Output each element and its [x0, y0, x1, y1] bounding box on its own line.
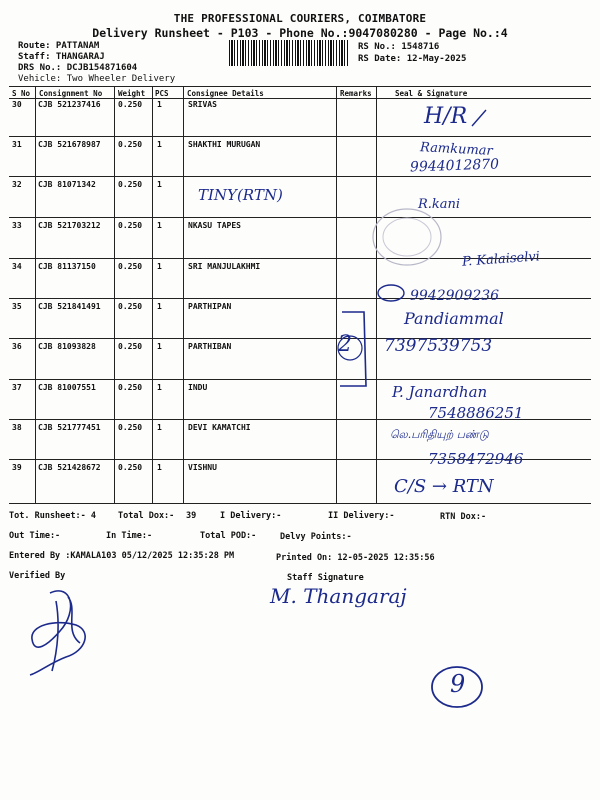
handwriting-row37-name: P. Janardhan [392, 383, 488, 401]
handwriting-row30: H/R [424, 104, 468, 129]
cell-consignee: NKASU TAPES [188, 221, 241, 230]
cell-pcs: 1 [157, 221, 162, 230]
cell-weight: 0.250 [118, 140, 143, 149]
col-divider [336, 86, 337, 503]
handwriting-row32-signature: R.kani [418, 197, 461, 212]
printed-on: Printed On: 12-05-2025 12:35:56 [276, 553, 435, 563]
runsheet-subtitle: Delivery Runsheet - P103 - Phone No.:9047080280 - Page No.:4 [92, 26, 508, 40]
cell-sno: 30 [12, 100, 22, 109]
cell-consignment-no: CJB 521777451 [38, 423, 101, 432]
cell-pcs: 1 [157, 262, 162, 271]
handwriting-row36-phone: 7397539753 [384, 336, 493, 356]
col-divider [35, 86, 36, 503]
i-delivery: I Delivery:- [220, 511, 282, 521]
row-divider [9, 136, 591, 137]
col-header-pcs: PCS [155, 89, 169, 98]
col-header-consignment: Consignment No [39, 89, 103, 98]
handwriting-row32-consignee: TINY(RTN) [198, 186, 283, 204]
row-divider [9, 379, 591, 380]
cell-pcs: 1 [157, 383, 162, 392]
row-divider [9, 338, 591, 339]
cell-pcs: 1 [157, 140, 162, 149]
cell-consignee: INDU [188, 383, 208, 392]
cell-sno: 37 [12, 383, 22, 392]
total-dox-label: Total Dox:- [118, 511, 175, 521]
route: Route: PATTANAM [18, 41, 100, 51]
vehicle: Vehicle: Two Wheeler Delivery [18, 74, 176, 84]
cell-sno: 39 [12, 463, 22, 472]
out-time: Out Time:- [9, 531, 61, 541]
col-header-seal: Seal & Signature [395, 89, 468, 98]
cell-consignee: SHAKTHI MURUGAN [188, 140, 261, 149]
row35-circle-mark [376, 283, 406, 303]
cell-weight: 0.250 [118, 180, 143, 189]
total-dox-value: 39 [186, 511, 197, 521]
table-top-border [9, 86, 591, 87]
handwriting-row38-phone: 7358472946 [428, 450, 524, 468]
row30-signature-underline [470, 108, 490, 128]
col-divider [183, 86, 184, 503]
cell-sno: 38 [12, 423, 22, 432]
cell-consignment-no: CJB 521237416 [38, 100, 101, 109]
row-divider [9, 217, 591, 218]
cell-pcs: 1 [157, 180, 162, 189]
barcode [229, 40, 349, 66]
cell-pcs: 1 [157, 463, 162, 472]
cell-consignment-no: CJB 521703212 [38, 221, 101, 230]
cell-weight: 0.250 [118, 463, 143, 472]
handwriting-row38-name: லெ.பரிதியுற் பண்டு [390, 428, 489, 441]
cell-sno: 33 [12, 221, 22, 230]
cell-consignee: SRIVAS [188, 100, 217, 109]
cell-sno: 31 [12, 140, 22, 149]
col-header-weight: Weight [118, 89, 146, 98]
rtn-dox: RTN Dox:- [440, 512, 487, 522]
col-header-remarks: Remarks [340, 89, 372, 98]
remarks-bracket [334, 308, 374, 390]
cell-pcs: 1 [157, 302, 162, 311]
handwriting-row37-phone: 7548886251 [428, 404, 524, 422]
staff: Staff: THANGARAJ [18, 52, 105, 62]
cell-weight: 0.250 [118, 221, 143, 230]
staff-signature-label: Staff Signature [287, 573, 364, 583]
cell-weight: 0.250 [118, 383, 143, 392]
col-divider [114, 86, 115, 503]
cell-consignment-no: CJB 81071342 [38, 180, 96, 189]
rs-date: RS Date: 12-May-2025 [358, 54, 467, 64]
drs-number: DRS No.: DCJB154871604 [18, 63, 138, 73]
cell-weight: 0.250 [118, 262, 143, 271]
delvy-points: Delvy Points:- [280, 532, 352, 542]
cell-weight: 0.250 [118, 423, 143, 432]
cell-consignment-no: CJB 81093828 [38, 342, 96, 351]
company-title: THE PROFESSIONAL COURIERS, COIMBATORE [173, 12, 427, 25]
row-divider [9, 298, 591, 299]
cell-pcs: 1 [157, 423, 162, 432]
row-divider [9, 176, 591, 177]
tot-runsheet: Tot. Runsheet:- 4 [9, 511, 96, 521]
rs-number: RS No.: 1548716 [358, 42, 440, 52]
cell-weight: 0.250 [118, 302, 143, 311]
stamp-mark [370, 205, 444, 269]
handwriting-row31-phone: 9944012870 [409, 156, 500, 176]
total-pod: Total POD:- [200, 531, 257, 541]
entered-by: Entered By :KAMALA103 05/12/2025 12:35:28 PM [9, 551, 235, 561]
handwriting-row31-name: Ramkumar [419, 140, 494, 159]
cell-sno: 36 [12, 342, 22, 351]
in-time: In Time:- [106, 531, 153, 541]
cell-consignee: PARTHIPAN [188, 302, 232, 311]
cell-sno: 34 [12, 262, 22, 271]
cell-pcs: 1 [157, 100, 162, 109]
cell-weight: 0.250 [118, 342, 143, 351]
handwriting-remarks-mark: 2 [338, 332, 352, 357]
table-header-border [9, 98, 591, 99]
cell-consignment-no: CJB 521841491 [38, 302, 101, 311]
cell-consignment-no: CJB 521678987 [38, 140, 101, 149]
handwriting-row39: C/S → RTN [394, 476, 494, 497]
cell-consignee: DEVI KAMATCHI [188, 423, 251, 432]
cell-consignee: VISHNU [188, 463, 217, 472]
cell-consignee: PARTHIBAN [188, 342, 232, 351]
handwriting-row34: P. Kalaiselvi [461, 249, 541, 270]
cell-sno: 35 [12, 302, 22, 311]
cell-consignment-no: CJB 81137150 [38, 262, 96, 271]
handwriting-row35-phone: 9942909236 [410, 288, 500, 304]
handwriting-row35-name: Pandiammal [404, 309, 504, 328]
cell-pcs: 1 [157, 342, 162, 351]
table-bottom-border [9, 503, 591, 504]
ii-delivery: II Delivery:- [328, 511, 395, 521]
staff-signature: M. Thangaraj [270, 584, 407, 608]
cell-sno: 32 [12, 180, 22, 189]
cell-weight: 0.250 [118, 100, 143, 109]
col-header-sno: S No [12, 89, 31, 98]
page-mark: 9 [450, 670, 466, 698]
cell-consignment-no: CJB 521428672 [38, 463, 101, 472]
cell-consignment-no: CJB 81007551 [38, 383, 96, 392]
verified-signature [20, 585, 100, 680]
cell-consignee: SRI MANJULAKHMI [188, 262, 261, 271]
verified-by: Verified By [9, 571, 66, 581]
col-header-consignee: Consignee Details [187, 89, 264, 98]
col-divider [152, 86, 153, 503]
